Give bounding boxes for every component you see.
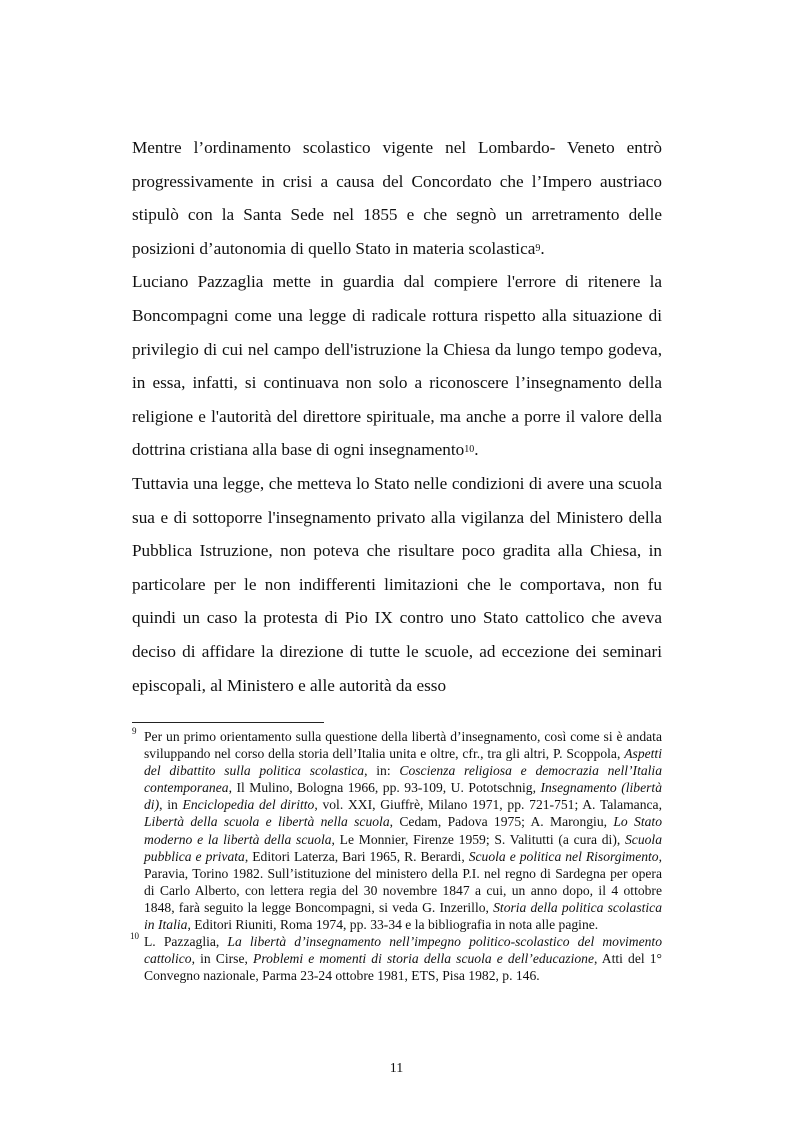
paragraph: Mentre l’ordinamento scolastico vigente nel Lombardo- Veneto entrò progressivamente in crisi a causa del Concordato che l’Impero austriaco stipulò con la Santa Sede nel 1855 e che segnò un arretramento delle posizioni d’autonomia di quello Stato in materia scolastica$^9$. (132, 138, 662, 258)
footnote-reference[interactable]: 10 (464, 444, 475, 456)
footnote: 10 L. Pazzaglia, La libertà d’insegnamento nell’impegno politico-scolastico del movimento cattolico, in Cirse, Problemi e momenti di storia della scuola e dell’educazione, Atti del 1° Convegno nazionale, Parma 23-24 ottobre 1981, ETS, Pisa 1982, p. 146. (130, 931, 662, 984)
paragraph: Luciano Pazzaglia mette in guardia dal compiere l'errore di ritenere la Boncompagni come una legge di radicale rottura rispetto alla situazione di privilegio di cui nel campo dell'istruzione la Chiesa da lungo tempo godeva, in essa, infatti, si continuava non solo a riconoscere l’insegnamento della religione e l'autorità del direttore spirituale, ma anche a porre il valore della dottrina cristiana alla base di ogni insegnamento$^{10}$. (132, 272, 662, 460)
page-number: 11 (389, 1061, 404, 1076)
footnote-number: 10 (130, 931, 139, 942)
footnote-number: 9 (132, 726, 137, 736)
footnote: 9 Per un primo orientamento sulla questione della libertà d’insegnamento, così come si è andata sviluppando nel corso della storia dell’Italia unita e oltre, cfr., tra gli altri, P. Scoppola, Aspetti del dibattito sulla politica scolastica, in: Coscienza religiosa e democrazia nell’Italia contemporanea, Il Mulino, Bologna 1966, pp. 93-109, U. Pototschnig, Insegnamento (libertà di), in Enciclopedia del diritto, vol. XXI, Giuffrè, Milano 1971, pp. 721-751; A. Talamanca, Libertà della scuola e libertà nella scuola, Cedam, Padova 1975; A. Marongiu, Lo Stato moderno e la libertà della scuola, Le Monnier, Firenze 1959; S. Valitutti (a cura di), Scuola pubblica e privata, Editori Laterza, Bari 1965, R. Berardi, Scuola e politica nel Risorgimento, Paravia, Torino 1982. Sull’istituzione del ministero della P.I. nel regno di Sardegna per opera di Carlo Alberto, con lettera regia del 30 novembre 1847 a cui, un anno dopo, il 4 ottobre 1848, farà seguito la legge Boncompagni, si veda G. Inzerillo, Storia della politica scolastica in Italia, Editori Riuniti, Roma 1974, pp. 33-34 e la bibliografia in nota alle pagine. (132, 726, 663, 933)
footnote-reference[interactable]: 9 (535, 242, 541, 254)
footnote-separator (132, 722, 324, 723)
footnotes (132, 728, 662, 984)
main-text (132, 131, 662, 702)
paragraph: Tuttavia una legge, che metteva lo Stato nelle condizioni di avere una scuola sua e di sottoporre l'insegnamento privato alla vigilanza del Ministero della Pubblica Istruzione, non poteva che risultare poco gradita alla Chiesa, in particolare per le non indifferenti limitazioni che le comportava, non fu quindi un caso la protesta di Pio IX contro uno Stato cattolico che aveva deciso di affidare la direzione di tutte le scuole, ad eccezione dei seminari episcopali, al Ministero e alle autorità da esso (132, 473, 662, 695)
